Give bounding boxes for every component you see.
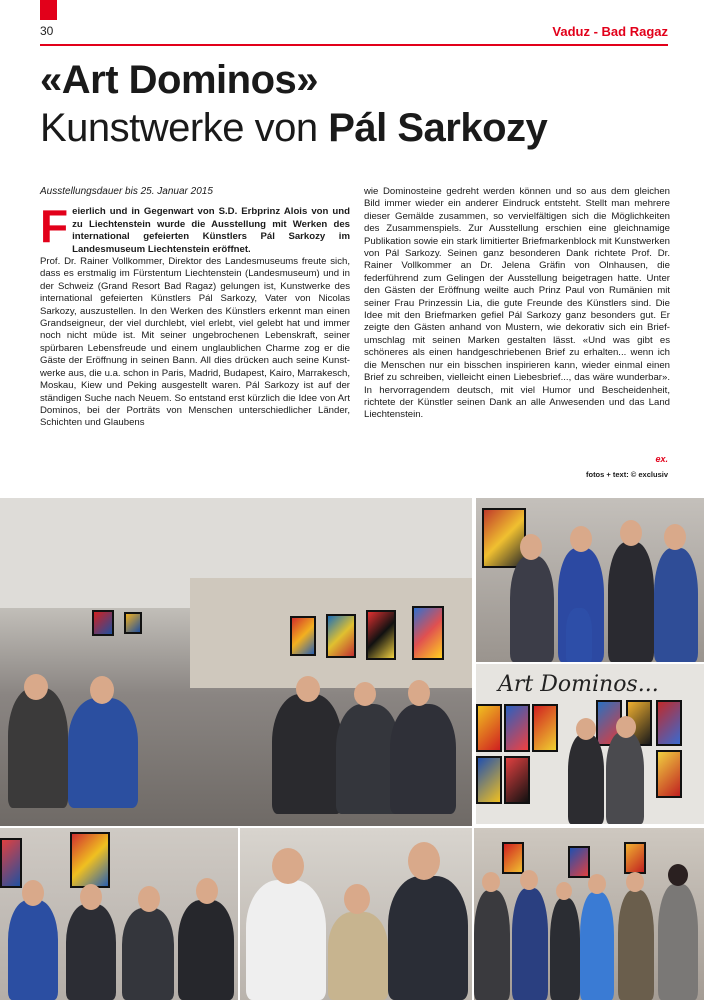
drop-cap: F	[40, 200, 69, 253]
photo-four-men	[0, 828, 238, 1000]
photo-group-four	[476, 498, 704, 662]
photo-three-guests	[240, 828, 472, 1000]
article-column-1	[40, 186, 350, 430]
body-text-col1: Prof. Dr. Rainer Vollkommer, Direktor des Landesmuseums freute sich, dass es erstmalig im Fürstentum Liechtenstein (Landesmuseum) und in der Schweiz (Grand Resort Bad Ragaz) gelungen ist, Kunstwerke des international gefeierten Künstlers Pál Sarkozy, Vater von Nicolas Sarkozy, auszustellen. In den Werken des Künstlers erkennt man einen Grandseigneur, der viel durchlebt, viel erlebt, viel gelebt hat und immer noch nicht müde ist. Mit seiner ungebrochenen Lebenskraft, seiner spürbaren Lebensfreude und einem unglaublichen Charme zog er die Gäste der Eröffnung in seinen Bann. All dies drücken auch seine Kunstwerke aus, die u.a. schon in Paris, Madrid, Budapest, Kairo, Marrakesch, Moskau, Kiew und Peking ausgestellt waren. Pál Sarkozy ist auf der ständigen Suche nach Neuem. So entstand erst kürzlich die Idee von Art Dominos, bei der Porträts von Menschen unterschiedlicher Länder, Schichten und Glaubens	[40, 256, 350, 429]
headline-line1: «Art Dominos»	[40, 58, 318, 102]
photo-audience-hall	[0, 498, 472, 826]
exhibition-date: Ausstellungsdauer bis 25. Januar 2015	[40, 186, 213, 197]
header-divider	[40, 44, 668, 46]
section-title: Vaduz - Bad Ragaz	[552, 24, 668, 39]
wall-sign: Art Dominos...	[498, 672, 659, 697]
headline-line2	[40, 104, 547, 152]
headline-artist-name: Pál Sarkozy	[328, 106, 548, 150]
body-text-col2: wie Dominosteine gedreht werden können und so aus dem gleichen Bild immer wieder ein anderer Eindruck entsteht. Stellt man mehrere dieser Gemälde zusammen, so vervielfältigen sich die Möglichkeiten des Zusammenspiels. Zur Ausstellung erschien eine gleichnamige Publikation sowie ein stark limitierter Briefmarkenblock mit Kunstwerken von Pál Sarkozy. Seinen ganz besonderen Dank richtete Prof. Dr. Rainer Vollkommer an Dr. Jelena Gräfin von Olnhausen, die federführend zum Gelingen der Ausstellung beigetragen hatte. Unter den Gästen der Eröffnung weilte auch Prinz Paul von Rumänien mit seiner Frau Prinzessin Lia, die gute Freunde des Künstlers sind. Die Idee mit den Briefmarken gefiel Pál Sarkozy ganz besonders gut. Er zeigte den Gästen anhand von Mustern, wie dekorativ sich ein Briefumschlag mit seinen Marken gestalten lässt. «Und was gibt es schöneres als einen handgeschriebenen Brief zu erhalten... wenn ich die Menschen nur ein bisschen inspirieren kann, wieder einmal einen Brief zu schreiben, vielleicht einen Liebesbrief..., das wäre wunderbar». In hervorragendem deutsch, mit viel Humor und Bescheidenheit, richtete der Künstler seinen Dank an alle Anwesenden und das Land Liechtenstein.	[364, 186, 670, 421]
article-column-2	[364, 186, 670, 422]
photo-credit: fotos + text: © exclusiv	[585, 470, 668, 479]
page-number: 30	[40, 24, 54, 38]
author-signoff: ex.	[655, 454, 668, 464]
photo-art-dominos-wall	[476, 664, 704, 824]
lead-text: eierlich und in Gegenwart von S.D. Erbprinz Alois von und zu Liechtenstein wurde die Ausstellung mit Werken des international gefeierten Künstlers Pál Sarkozy im Landesmuseum Liechtenstein eröffnet.	[72, 206, 350, 255]
photo-gallery-group	[474, 828, 704, 1000]
red-page-tab	[40, 0, 57, 20]
headline-prefix: Kunstwerke von	[40, 106, 318, 150]
lead-paragraph	[40, 200, 350, 256]
